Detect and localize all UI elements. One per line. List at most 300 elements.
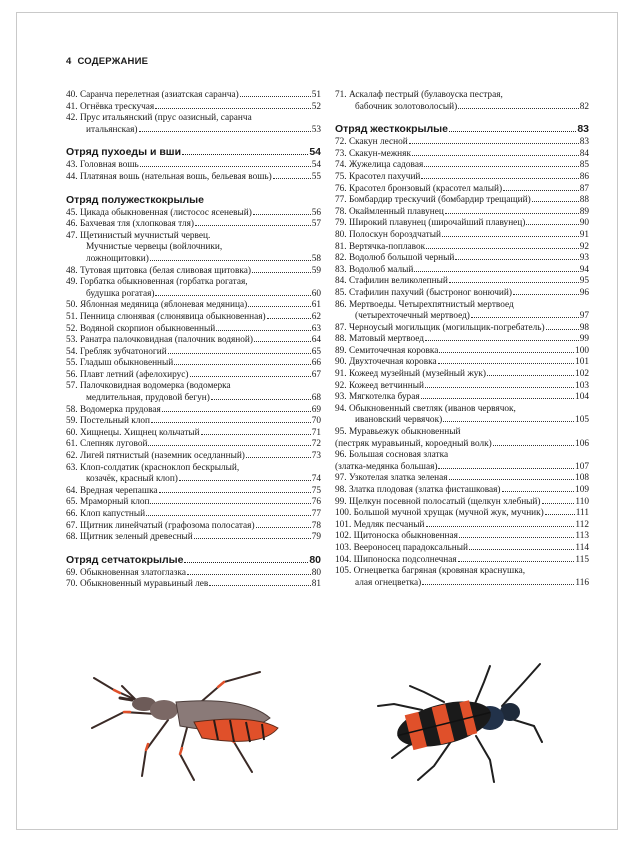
dot-leader [449,479,575,480]
dot-leader [252,272,311,273]
entry-title: 44. Платяная вошь (нательная вошь, бельевая вошь) [66,171,272,182]
toc-entry[interactable] [66,113,321,136]
entry-title: 59. Постельный клоп [66,416,151,427]
toc-entry[interactable] [66,463,321,486]
entry-title: 99. Щелкун посевной полосатый (щелкун хлебный) [335,496,541,507]
dot-leader [503,190,579,191]
toc-entry[interactable] [335,520,589,532]
toc-entry[interactable] [335,300,589,323]
entry-title: 84. Стафилин великолепный [335,276,448,287]
entry-page-number: 91 [579,229,589,240]
entry-page-number: 84 [579,148,589,159]
entry-title: 45. Цикада обыкновенная (листосос ясеневый) [66,207,252,218]
entry-title: 81. Вертячка-поплавок [335,241,426,252]
entry-page-number: 92 [579,241,589,252]
entry-page-number: 82 [579,101,589,112]
dot-leader [187,574,311,575]
entry-page-number: 116 [575,577,589,588]
dot-leader [162,411,311,412]
dot-leader [542,503,575,504]
entry-title: 93. Мягкотелка бурая [335,392,420,403]
dot-leader [209,585,310,586]
toc-entry[interactable] [335,473,589,485]
entry-title: 67. Щитник линейчатый (графозома полосатая) [66,520,255,531]
entry-title: 58. Водомерка прудовая [66,404,161,415]
entry-title: 64. Вредная черепашка [66,485,158,496]
entry-title: 69. Обыкновенная златоглазка [66,567,186,578]
entry-title: 51. Пенница слюнявая (слюнявица обыкновенная) [66,311,266,322]
page-number: 4 [66,56,72,67]
toc-entry[interactable] [335,334,589,346]
dot-leader [240,96,311,97]
dot-leader [487,375,574,376]
entry-title: 98. Златка плодовая (златка фисташковая) [335,485,501,495]
entry-title: 41. Огнёвка трескучая [66,101,155,112]
dot-leader [155,295,310,296]
toc-entry[interactable] [335,253,589,265]
entry-last-line [66,393,321,405]
toc-entry[interactable] [335,497,589,509]
dot-leader [459,537,574,538]
page-title: СОДЕРЖАНИЕ [77,56,149,67]
dot-leader [179,480,311,481]
entry-page-number: 96 [579,287,589,298]
dot-leader [412,155,579,156]
entry-title: 61. Слепняк луговой [66,439,148,450]
toc-left-column [66,90,321,591]
entry-title: 88. Матовый мертвоед [335,334,425,345]
dot-leader [458,561,575,562]
entry-page-number: 53 [311,124,321,135]
toc-entry[interactable] [335,90,589,113]
dot-leader [455,259,578,260]
entry-page-number: 62 [311,311,321,322]
dot-leader [421,398,574,399]
entry-title: 66. Клоп капустный [66,509,146,519]
toc-entry[interactable] [66,324,321,336]
toc-entry[interactable] [335,369,589,381]
entry-page-number: 98 [579,322,589,333]
entry-last-line [66,289,321,301]
entry-title-line: 95. Муравьежук обыкновенный [335,427,461,438]
entry-page-number: 85 [579,160,589,171]
dot-leader [449,282,579,283]
dot-leader [439,352,574,353]
entry-title-line: 57. Палочковидная водомерка (водомерка [66,381,231,392]
dot-leader [422,584,574,585]
entry-last-line [335,578,589,590]
entry-title: 46. Бахчевая тля (хлопковая тля) [66,219,194,230]
toc-entry[interactable] [66,312,321,324]
entry-title: 77. Бомбардир трескучий (бомбардир трещащий) [335,195,531,206]
entry-page-number: 109 [575,485,589,495]
entry-title-line: (златка-медянка большая) [335,461,438,472]
entry-title: 74. Жужелица садовая [335,160,424,171]
entry-page-number: 110 [575,496,589,507]
toc-entry[interactable] [66,219,321,231]
entry-title-line: 86. Мертвоеды. Четырехпятнистый мертвоед [335,299,514,310]
entry-title: 89. Семиточечная коровка [335,345,439,356]
toc-entry[interactable] [66,451,321,463]
dot-leader [469,549,574,550]
dot-leader [513,294,579,295]
dot-leader [438,468,574,469]
entry-title: 65. Мраморный клоп [66,497,150,508]
entry-title: 40. Саранча перелетная (азиатская саранча) [66,90,239,100]
entry-title: 101. Медляк песчаный [335,519,425,530]
entry-title-line: 63. Клоп-солдатик (красноклоп бескрылый, [66,462,240,473]
entry-title: 68. Щитник зеленый древесный [66,532,193,543]
dot-leader [140,166,311,167]
dot-leader [254,341,311,342]
entry-page-number: 79 [311,532,321,543]
dot-leader [445,213,579,214]
dot-leader [424,166,578,167]
dot-leader [425,387,574,388]
entry-page-number: 87 [579,183,589,194]
entry-title-line: ивановский червячок) [355,415,443,426]
dot-leader [182,154,308,155]
entry-page-number: 73 [311,451,321,462]
toc-entry[interactable] [335,160,589,172]
entry-last-line [335,439,589,451]
entry-title-line: ложнощитовки) [86,253,149,264]
entry-page-number: 78 [311,520,321,531]
toc-entry[interactable] [66,486,321,498]
entry-page-number: 100 [575,345,589,356]
toc-entry[interactable] [66,231,321,266]
toc-entry[interactable] [66,521,321,533]
entry-title: 60. Хищнецы. Хищнец кольчатый [66,427,200,438]
entry-page-number: 51 [311,90,321,100]
dot-leader [190,376,311,377]
toc-entry[interactable] [66,347,321,359]
dot-leader [267,318,311,319]
toc-entry[interactable] [335,485,589,497]
toc-entry[interactable] [335,543,589,555]
entry-page-number: 59 [311,265,321,276]
entry-page-number: 111 [575,508,589,519]
entry-page-number: 106 [575,438,589,449]
toc-entry[interactable] [335,218,589,230]
dot-leader [425,340,579,341]
toc-entry[interactable] [66,358,321,370]
toc-entry[interactable] [335,207,589,219]
toc-entry[interactable] [66,428,321,440]
toc-entry[interactable] [335,242,589,254]
section-page-number: 54 [309,146,321,159]
toc-entry[interactable] [335,508,589,520]
dot-leader [458,108,579,109]
dot-leader [449,131,576,132]
dot-leader [248,306,311,307]
entry-title: 78. Окаймленный плавунец [335,206,444,217]
dot-leader [273,178,311,179]
dot-leader [159,492,311,493]
entry-title: 83. Водолюб малый [335,264,414,275]
entry-title-line: (четырехточечный мертвоед) [355,311,470,322]
entry-page-number: 102 [575,369,589,380]
dot-leader [246,457,311,458]
entry-title-line: 49. Горбатка обыкновенная (горбатка рогатая, [66,277,248,288]
toc-entry[interactable] [66,370,321,382]
toc-entry[interactable] [335,566,589,589]
entry-page-number: 105 [575,415,589,426]
entry-title-line: 105. Огнецветка багряная (кровяная краснушка, [335,566,526,577]
entry-page-number: 95 [579,276,589,287]
entry-title-line: козачёк, красный клоп) [86,474,178,485]
entry-page-number: 74 [311,474,321,485]
dot-leader [426,248,579,249]
toc-entry[interactable] [66,300,321,312]
section-title: Отряд полужесткокрылые [66,193,204,206]
entry-title-line: 47. Щетинистый мучнистый червец. [66,230,211,241]
entry-title: 102. Щитоноска обыкновенная [335,531,458,542]
entry-title: 80. Полоскун бороздчатый [335,229,441,240]
toc-entry[interactable] [335,195,589,207]
assassin-bug-illustration [84,668,324,788]
toc-entry[interactable] [335,184,589,196]
entry-page-number: 57 [311,219,321,230]
entry-page-number: 108 [575,473,589,484]
entry-page-number: 97 [579,311,589,322]
entry-page-number: 69 [311,404,321,415]
toc-entry[interactable] [335,381,589,393]
entry-page-number: 72 [311,439,321,450]
entry-page-number: 90 [579,218,589,229]
entry-title: 91. Кожеед музейный (музейный жук) [335,369,487,380]
entry-page-number: 99 [579,334,589,345]
entry-page-number: 77 [311,509,321,519]
toc-entry[interactable] [335,346,589,358]
dot-leader [502,491,575,492]
toc-section-heading [335,123,589,136]
page-header [66,56,148,67]
toc-entry[interactable] [66,90,321,102]
entry-page-number: 112 [575,519,589,530]
entry-title: 62. Лигей пятнистый (наземник оседланный) [66,451,245,462]
checkered-beetle-illustration [374,662,544,786]
entry-title-line: 42. Прус итальянский (прус оазисный, саранча [66,113,252,124]
entry-title-line: 94. Обыкновенный светляк (иванов червячок, [335,403,516,414]
entry-page-number: 76 [311,497,321,508]
section-page-number: 80 [309,553,321,566]
dot-leader [146,515,311,516]
dot-leader [409,143,579,144]
entry-title-line: 71. Аскалаф пестрый (булавоуска пестрая, [335,90,503,100]
dot-leader [532,201,579,202]
toc-entry[interactable] [335,323,589,335]
toc-entry[interactable] [335,265,589,277]
dot-leader [256,527,311,528]
entry-title: 54. Гребляк зубчатоногий [66,346,167,357]
entry-title: 79. Широкий плавунец (широчайший плавунец) [335,218,526,229]
dot-leader [174,364,310,365]
entry-page-number: 81 [311,579,321,590]
entry-last-line [66,125,321,137]
entry-title: 92. Кожеед ветчинный [335,380,424,391]
entry-title: 53. Ранатра палочковидная (палочник водяной) [66,335,253,346]
dot-leader [471,317,579,318]
dot-leader [150,503,310,504]
toc-entry[interactable] [66,497,321,509]
toc-entry[interactable] [66,172,321,184]
entry-title: 85. Стафилин пахучий (быстроног вонючий) [335,287,512,298]
entry-title-line: алая огнецветка) [355,577,422,588]
entry-title: 76. Красотел бронзовый (красотел малый) [335,183,503,194]
entry-title-line: медлительная, прудовой бегун) [86,393,210,404]
section-page-number: 83 [577,123,589,136]
entry-page-number: 68 [311,393,321,404]
toc-entry[interactable] [66,102,321,114]
entry-page-number: 88 [579,195,589,206]
entry-page-number: 60 [311,288,321,299]
entry-page-number: 70 [311,416,321,427]
toc-entry[interactable] [66,160,321,172]
entry-page-number: 71 [311,427,321,438]
toc-entry[interactable] [335,392,589,404]
entry-page-number: 64 [311,335,321,346]
toc-entry[interactable] [335,404,589,427]
toc-entry[interactable] [335,172,589,184]
toc-entry[interactable] [66,416,321,428]
entry-page-number: 52 [311,101,321,112]
toc-entry[interactable] [335,450,589,473]
dot-leader [201,434,311,435]
toc-entry[interactable] [66,381,321,404]
toc-entry[interactable] [335,288,589,300]
toc-entry[interactable] [66,335,321,347]
entry-page-number: 58 [311,253,321,264]
dot-leader [442,236,579,237]
entry-page-number: 103 [575,380,589,391]
toc-entry[interactable] [335,230,589,242]
entry-page-number: 89 [579,206,589,217]
entry-title: 52. Водяной скорпион обыкновенный [66,323,216,334]
entry-title-line: Мучнистые червецы (войлочники, [86,242,223,253]
entry-title: 55. Гладыш обыкновенный [66,358,174,369]
entry-page-number: 114 [575,542,589,553]
entry-title: 100. Большой мучной хрущак (мучной жук, мучник) [335,508,544,519]
entry-last-line [66,254,321,266]
entry-title: 103. Веероносец парадоксальный [335,542,468,553]
entry-page-number: 80 [311,567,321,578]
entry-page-number: 61 [311,300,321,311]
entry-title: 90. Двухточечная коровка [335,357,437,368]
dot-leader [414,271,578,272]
entry-last-line [66,474,321,486]
toc-entry[interactable] [66,509,321,521]
dot-leader [426,526,575,527]
entry-title: 104. Шипоноска подсолнечная [335,554,457,565]
entry-page-number: 107 [575,461,589,472]
entry-page-number: 93 [579,253,589,264]
entry-title: 87. Черноусый могильщик (могильщик-погребатель) [335,322,545,333]
toc-entry[interactable] [335,427,589,450]
toc-entry[interactable] [335,276,589,288]
entry-page-number: 86 [579,171,589,182]
entry-title-line: (пестряк муравьиный, короедный волк) [335,438,492,449]
toc-entry[interactable] [335,555,589,567]
entry-page-number: 55 [311,171,321,182]
entry-last-line [335,102,589,114]
toc-entry[interactable] [66,579,321,591]
entry-page-number: 101 [575,357,589,368]
dot-leader [438,363,574,364]
toc-entry[interactable] [335,149,589,161]
toc-entry[interactable] [66,439,321,451]
entry-last-line [335,311,589,323]
toc-entry[interactable] [66,208,321,220]
entry-page-number: 66 [311,358,321,369]
entry-title: 48. Тутовая щитовка (белая сливовая щитовка) [66,265,251,276]
dot-leader [493,445,574,446]
section-title: Отряд пухоеды и вши [66,146,182,159]
entry-last-line [335,415,589,427]
entry-page-number: 54 [311,160,321,171]
section-title: Отряд жесткокрылые [335,123,448,136]
entry-title: 82. Водолюб большой черный [335,253,455,264]
dot-leader [150,260,311,261]
dot-leader [168,353,311,354]
dot-leader [155,108,310,109]
toc-section-heading [66,146,321,159]
dot-leader [545,514,575,515]
entry-title-line: 96. Большая сосновая златка [335,450,449,461]
toc-section-heading [66,194,321,207]
toc-entry[interactable] [335,357,589,369]
toc-entry[interactable] [66,405,321,417]
entry-page-number: 56 [311,207,321,218]
dot-leader [184,562,308,563]
dot-leader [546,329,579,330]
toc-entry[interactable] [335,531,589,543]
toc-entry[interactable] [66,568,321,580]
entry-title-line: бабочник золотоволосый) [355,101,458,112]
toc-entry[interactable] [335,137,589,149]
dot-leader [148,445,310,446]
toc-right-column [335,90,589,589]
dot-leader [211,399,311,400]
entry-page-number: 115 [575,554,589,565]
entry-title: 50. Яблонная медяница (яблоневая медяница) [66,300,248,311]
dot-leader [195,225,311,226]
entry-title: 72. Скакун лесной [335,137,408,148]
entry-page-number: 67 [311,369,321,380]
dot-leader [443,421,574,422]
toc-entry[interactable] [66,277,321,300]
entry-page-number: 94 [579,264,589,275]
toc-entry[interactable] [66,266,321,278]
entry-page-number: 65 [311,346,321,357]
entry-page-number: 75 [311,485,321,496]
entry-page-number: 104 [575,392,589,403]
dot-leader [253,214,311,215]
dot-leader [139,131,311,132]
entry-title: 70. Обыкновенный муравьиный лев [66,579,209,590]
dot-leader [151,422,311,423]
dot-leader [526,224,578,225]
entry-page-number: 113 [575,531,589,542]
entry-title-line: будушка рогатая) [86,288,155,299]
toc-entry[interactable] [66,532,321,544]
entry-title: 97. Узкотелая златка зеленая [335,473,448,484]
dot-leader [216,330,310,331]
section-title: Отряд сетчатокрылые [66,553,184,566]
entry-title: 75. Красотел пахучий [335,171,421,182]
entry-last-line [335,462,589,474]
dot-leader [421,178,578,179]
